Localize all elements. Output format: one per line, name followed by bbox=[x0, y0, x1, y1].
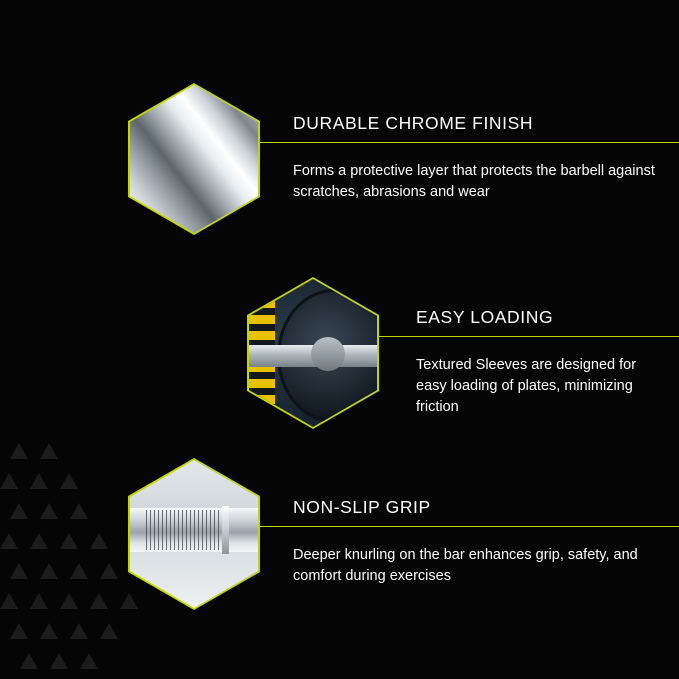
feature-description-2: Textured Sleeves are designed for easy loading of plates, minimizing friction bbox=[416, 357, 637, 415]
feature-image-durable-chrome-finish bbox=[130, 85, 258, 233]
connector-line-2 bbox=[379, 336, 415, 337]
feature-title-2: EASY LOADING bbox=[416, 307, 554, 327]
feature-title-3: NON-SLIP GRIP bbox=[293, 497, 431, 517]
feature-image-easy-loading bbox=[249, 279, 377, 427]
feature-description-1: Forms a protective layer that protects the barbell against scratches, abrasions and wear bbox=[293, 163, 655, 200]
feature-title-1: DURABLE CHROME FINISH bbox=[293, 113, 534, 133]
connector-line-3 bbox=[260, 526, 292, 527]
feature-image-non-slip-grip bbox=[130, 460, 258, 608]
feature-description-3: Deeper knurling on the bar enhances grip, safety, and comfort during exercises bbox=[293, 547, 638, 584]
connector-line-1 bbox=[260, 142, 292, 143]
